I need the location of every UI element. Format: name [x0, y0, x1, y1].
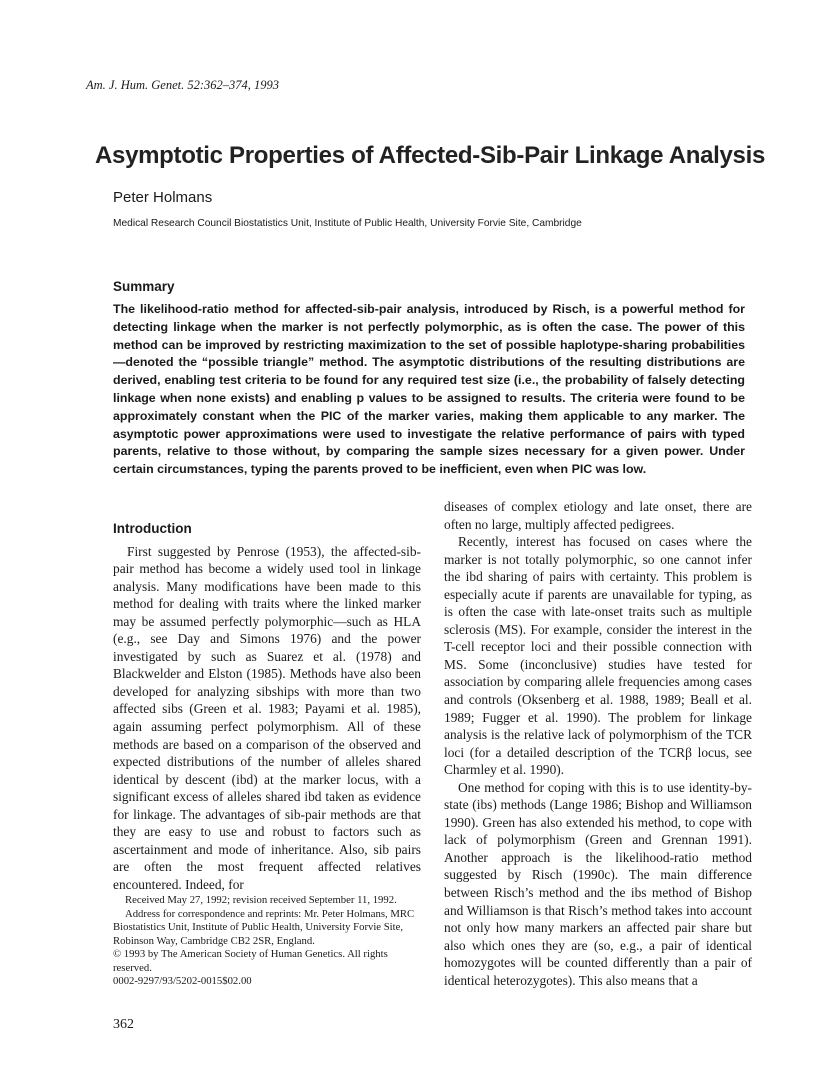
right-column: [444, 498, 752, 989]
body-paragraph: One method for coping with this is to use identity-by-state (ibs) methods (Lange 1986; Bishop and Williamson 1990). Green has also extended his method, to cope with lack of polymorphism (Green and Grennan 1991). Another approach is the likelihood-ratio method suggested by Risch (1990c). The main difference between Risch’s method and the ibs method of Bishop and Williamson is that Risch’s method takes into account not only how many markers an affected pair share but also which ones they are (so, e.g., a pair of identical homozygotes will be counted differently than a pair of identical heterozygotes). This also means that a: [444, 779, 752, 988]
page-number: 362: [113, 1017, 134, 1032]
journal-citation: Am. J. Hum. Genet. 52:362–374, 1993: [86, 78, 280, 92]
author-name: Peter Holmans: [113, 189, 213, 206]
article-title: Asymptotic Properties of Affected-Sib-Pair Linkage Analysis: [95, 142, 766, 169]
body-paragraph: First suggested by Penrose (1953), the affected-sib-pair method has become a widely used tool in linkage analysis. Many modifications have been made to this method for dealing with traits where the linked marker may be assumed perfectly polymorphic—such as HLA (e.g., see Day and Simons 1976) and the power investigated by such as Suarez et al. (1978) and Blackwelder and Elston (1985). Methods have also been developed for analyzing sibships with more than two affected sibs (Green et al. 1983; Payami et al. 1985), again assuming perfect polymorphism. All of these methods are based on a comparison of the observed and expected distributions of the number of alleles shared identical by descent (ibd) at the marker locus, with a significant excess of alleles shared ibd taken as evidence for linkage. The advantages of sib-pair methods are that they are easy to use and robust to factors such as ascertainment and mode of inheritance. Also, sib pairs are often the most frequent affected relatives encountered. Indeed, for: [113, 543, 421, 892]
summary-text: The likelihood-ratio method for affected-sib-pair analysis, introduced by Risch, is a powerful method for detecting linkage when the marker is not perfectly polymorphic, as is often the case. The power of this method can be improved by restricting maximization to the set of possible haplotype-sharing probabilities—denoted the “possible triangle” method. The asymptotic distributions of the resulting distributions are derived, enabling test criteria to be found for any required test size (i.e., the probability of falsely detecting linkage when none exists) and enabling p values to be assigned to results. The criteria were found to be approximately constant when the PIC of the marker varies, making them applicable to any marker. The asymptotic power approximations were used to investigate the relative performance of pairs with typed parents, relative to those without, by comparing the sample sizes necessary for a given power. Under certain circumstances, typing the parents proved to be inefficient, even when PIC was low.: [113, 302, 745, 477]
left-column: [113, 520, 421, 893]
issn-note: 0002-9297/93/5202-0015$02.00: [113, 975, 252, 987]
summary-heading: Summary: [113, 279, 175, 294]
author-affiliation: Medical Research Council Biostatistics Unit, Institute of Public Health, University Forvie Site, Cambridge: [113, 218, 582, 229]
correspondence-address-note: Address for correspondence and reprints: Mr. Peter Holmans, MRC Biostatistics Unit, Institute of Public Health, University Forvie Site, Robinson Way, Cambridge CB2 2SR, England.: [113, 907, 415, 947]
footnotes: [113, 894, 423, 989]
introduction-heading: Introduction: [113, 521, 192, 536]
body-paragraph: Recently, interest has focused on cases where the marker is not totally polymorphic, so one cannot infer the ibd sharing of pairs with certainty. This problem is especially acute if parents are unavailable for typing, as is often the case with late-onset traits such as multiple sclerosis (MS). For example, consider the interest in the T-cell receptor loci and their possible connection with MS. Some (inconclusive) studies have tested for association by comparing allele frequencies among cases and controls (Oksenberg et al. 1988, 1989; Beall et al. 1989; Fugger et al. 1990). The problem for linkage analysis is the relative lack of polymorphism of the TCR loci (for a detailed description of the TCRβ locus, see Charmley et al. 1990).: [444, 534, 752, 778]
received-date-note: Received May 27, 1992; revision received September 11, 1992.: [125, 894, 397, 906]
body-paragraph-continued: diseases of complex etiology and late onset, there are often no large, multiply affected pedigrees.: [444, 499, 752, 532]
copyright-note: © 1993 by The American Society of Human Genetics. All rights reserved.: [113, 948, 388, 974]
